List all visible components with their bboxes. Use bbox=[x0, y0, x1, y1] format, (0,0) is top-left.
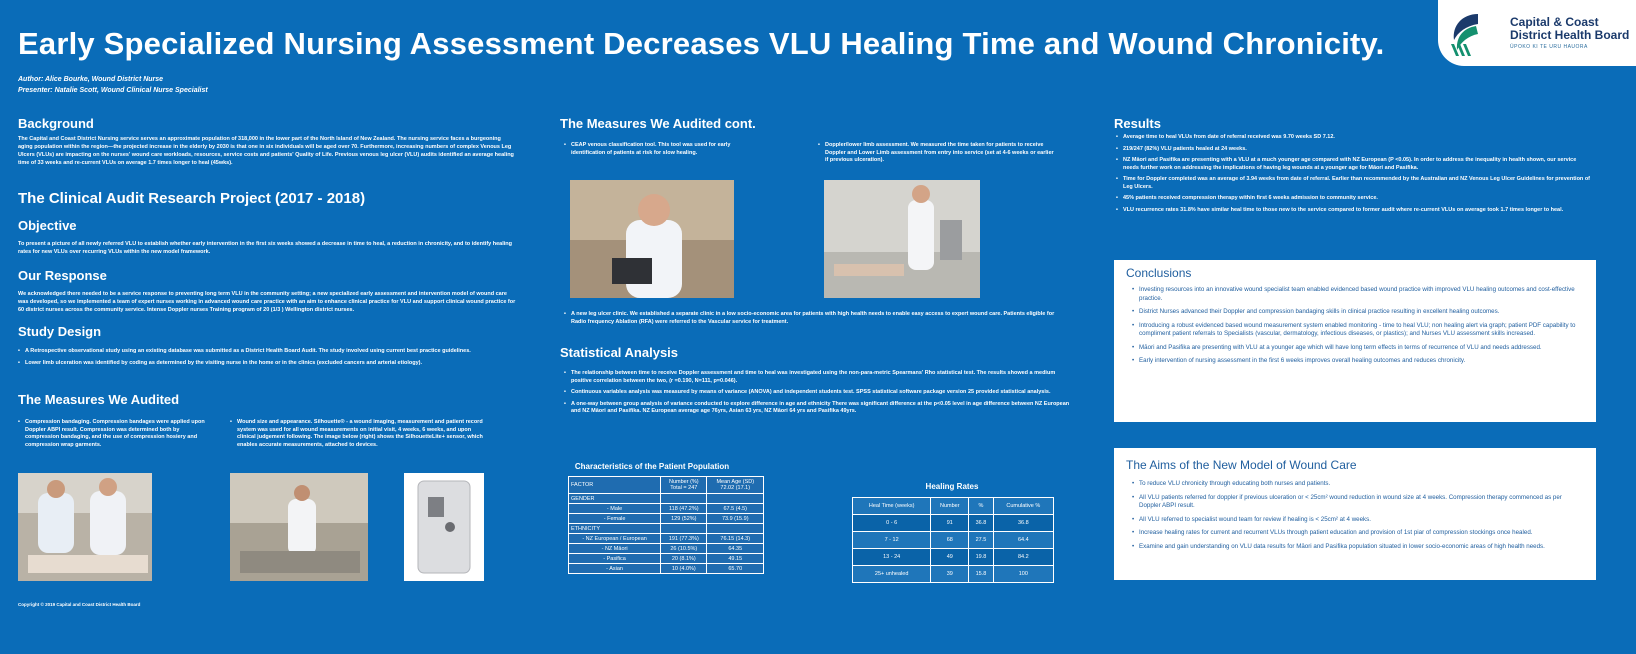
table-cell: 64.35 bbox=[707, 544, 764, 554]
table-header-cell: % bbox=[969, 498, 993, 515]
table-header-cell: Number bbox=[931, 498, 969, 515]
measures-cont-heading: The Measures We Audited cont. bbox=[560, 116, 756, 131]
list-item: • Examine and gain understanding on VLU data results for Māori and Pasifika population situated in lower socio-economic areas of high health needs. bbox=[1132, 543, 1582, 552]
table-cell bbox=[661, 524, 707, 534]
stats-heading: Statistical Analysis bbox=[560, 345, 679, 360]
poster-title: Early Specialized Nursing Assessment Decreases VLU Healing Time and Wound Chronicity. bbox=[18, 26, 1385, 61]
table-cell: 27.5 bbox=[969, 532, 993, 549]
table-cell: 13 - 24 bbox=[853, 549, 931, 566]
logo bbox=[1438, 0, 1636, 66]
table-cell: 84.2 bbox=[993, 549, 1053, 566]
list-item: • CEAP venous classification tool. This tool was used for early identification of patients at risk for slow healing. bbox=[564, 142, 764, 157]
table-header-cell: FACTOR bbox=[569, 477, 661, 494]
table-cell: 91 bbox=[931, 515, 969, 532]
list-item: • 45% patients received compression therapy within first 6 weeks admission to community service. bbox=[1116, 195, 1590, 203]
response-heading: Our Response bbox=[18, 268, 107, 283]
table-cell: - Female bbox=[569, 514, 661, 524]
healing-table bbox=[852, 497, 1054, 583]
table-cell: ETHNICITY bbox=[569, 524, 661, 534]
measures-col2 bbox=[230, 419, 490, 453]
objective-text: To present a picture of all newly referred VLU to establish whether early intervention in the first six weeks showed a decrease in time to heal, a reduction in chronicity, and to identify healing rates for new VLUs over recurring VLUs within the new model framework. bbox=[18, 241, 512, 255]
list-item: • Continuous variables analysis was measured by means of variance (ANOVA) and independent students test. SPSS statistical software package version 25 provided statistical analysis. bbox=[564, 389, 1074, 397]
presenter-line: Presenter: Natalie Scott, Wound Clinical Nurse Specialist bbox=[18, 87, 208, 94]
authors bbox=[18, 74, 208, 96]
stats-list bbox=[564, 370, 1074, 420]
list-item: • Lower limb ulceration was identified by coding as determined by the visiting nurse in the home or in the clinics (excluded cancers and arterial etiology). bbox=[18, 360, 516, 368]
aims-box bbox=[1114, 448, 1596, 580]
conclusions-box bbox=[1114, 260, 1596, 422]
healing-caption: Healing Rates bbox=[925, 482, 979, 491]
study-design-heading: Study Design bbox=[18, 324, 102, 339]
table-cell: 15.8 bbox=[969, 566, 993, 583]
background-heading: Background bbox=[18, 116, 94, 131]
list-item: • All VLU patients referred for doppler if previous ulceration or < 25cm² wound reduction in wound size at 4 weeks. Compression therapy commenced as per Doppler ABPI result. bbox=[1132, 494, 1582, 511]
table-cell: GENDER bbox=[569, 494, 661, 504]
conclusions-heading: Conclusions bbox=[1126, 266, 1192, 280]
copyright: Copyright © 2019 Capital and Coast District Health Board bbox=[18, 602, 141, 607]
table-cell: 118 (47.2%) bbox=[661, 504, 707, 514]
table-cell: 68 bbox=[931, 532, 969, 549]
objective-heading: Objective bbox=[18, 218, 77, 233]
table-header-row bbox=[569, 477, 764, 494]
table-cell: 129 (52%) bbox=[661, 514, 707, 524]
study-design-list bbox=[18, 348, 516, 371]
results-heading: Results bbox=[1114, 116, 1161, 131]
table-header-cell: Mean Age (SD) 72.02 (17.1) bbox=[707, 477, 764, 494]
table-cell: 26 (10.5%) bbox=[661, 544, 707, 554]
background-text: The Capital and Coast District Nursing service serves an approximate population of 318,000 in the lower part of the North Island of New Zealand. The nursing service faces a burgeoning aging population within the region—the projected increase in the elderly by 2030 is that one in six individuals will be aged over 70. Furthermore, increasing numbers of complex Venous Leg Ulcers (VLUs) are impacting on the nurses' wound care workloads, resources, service costs and patients' Quality of Life. Previous venous leg ulcer (VLU) audits identified an average healing time of 33 weeks and re-current VLUs on average 1.7 times longer to heal (45wks). bbox=[18, 136, 514, 166]
table-cell: 10 (4.0%) bbox=[661, 564, 707, 574]
table-row bbox=[569, 544, 764, 554]
list-item: • All VLU referred to specialist wound team for review if healing is < 25cm² at 4 weeks. bbox=[1132, 516, 1582, 525]
conclusions-list bbox=[1132, 286, 1582, 371]
table-cell: 39 bbox=[931, 566, 969, 583]
table-cell bbox=[707, 524, 764, 534]
clinic-item bbox=[564, 311, 1064, 330]
table-cell bbox=[707, 494, 764, 504]
table-cell: - Male bbox=[569, 504, 661, 514]
table-cell: 36.8 bbox=[969, 515, 993, 532]
table-row bbox=[853, 515, 1054, 532]
table-cell: 73.9 (15.9) bbox=[707, 514, 764, 524]
table-row bbox=[569, 524, 764, 534]
list-item: • Increase healing rates for current and recurrent VLUs through patient education and provision of 1st piar of compression stockings once healed. bbox=[1132, 529, 1582, 538]
photo-nurse-tablet bbox=[570, 180, 734, 298]
table-cell: 7 - 12 bbox=[853, 532, 931, 549]
characteristics-table bbox=[568, 476, 764, 574]
list-item: • District Nurses advanced their Doppler and compression bandaging skills in clinical practice resulting in excellent healing outcomes. bbox=[1132, 308, 1582, 317]
list-item: • 219/247 (82%) VLU patients healed at 24 weeks. bbox=[1116, 146, 1590, 154]
list-item: • A Retrospective observational study using an existing database was submitted as a District Health Board Audit. The study involved using current best practice guidelines. bbox=[18, 348, 516, 356]
table-header-cell: Heal Time (weeks) bbox=[853, 498, 931, 515]
measures-heading: The Measures We Audited bbox=[18, 392, 180, 407]
table-cell: 19.8 bbox=[969, 549, 993, 566]
aims-list bbox=[1132, 480, 1582, 556]
list-item: • Average time to heal VLUs from date of referral received was 9.70 weeks SD 7.12. bbox=[1116, 134, 1590, 142]
measures-cont-col2 bbox=[818, 142, 1058, 169]
logo-mark-icon bbox=[1448, 10, 1482, 56]
table-cell: 100 bbox=[993, 566, 1053, 583]
measures-col1 bbox=[18, 419, 208, 453]
logo-line1: Capital & Coast bbox=[1510, 15, 1599, 29]
table-cell: 0 - 6 bbox=[853, 515, 931, 532]
list-item: • Investing resources into an innovative wound specialist team enabled evidenced based wound practice with improved VLU healing outcomes and cost-effective practice. bbox=[1132, 286, 1582, 303]
logo-line2: District Health Board bbox=[1510, 28, 1630, 42]
list-item: • A new leg ulcer clinic. We established a separate clinic in a low socio-economic area for patients with high health needs to enable easy access to expert wound care. Patients eligible for Radio frequency Ablation (RFA) were referred to the Vascular service for treatment. bbox=[564, 311, 1064, 326]
photo-measurement bbox=[230, 473, 368, 581]
table-cell: 49 bbox=[931, 549, 969, 566]
list-item: • Early intervention of nursing assessment in the first 6 weeks improves overall healing outcomes and reduces chronicity. bbox=[1132, 357, 1582, 366]
table-cell bbox=[661, 494, 707, 504]
table-cell: 25+ unhealed bbox=[853, 566, 931, 583]
table-row bbox=[853, 532, 1054, 549]
project-heading: The Clinical Audit Research Project (2017 - 2018) bbox=[18, 190, 366, 207]
table-row bbox=[569, 504, 764, 514]
list-item: • Time for Doppler completed was an average of 3.94 weeks from date of referral. Earlier than recommended by the Australian and NZ Venous Leg Ulcer Guidelines for prevention of Leg Ulcers. bbox=[1116, 176, 1590, 191]
logo-text bbox=[1510, 16, 1629, 42]
table-cell: - Asian bbox=[569, 564, 661, 574]
list-item: • The relationship between time to receive Doppler assessment and time to heal was investigated using the non-para-metric Spearmans' Rho statistical test. The results showed a medium positive correlation between the two, (r =0.190, N=111, p=0.046). bbox=[564, 370, 1074, 385]
list-item: • A one-way between group analysis of variance conducted to explore difference in age and ethnicity There was significant difference at the p<0.05 level in age difference between NZ European and NZ Māori and Pasifika. NZ European average age 76yrs, Asian 63 yrs, NZ Māori 64 yrs and Pasifika 49yrs. bbox=[564, 401, 1074, 416]
table-row bbox=[853, 549, 1054, 566]
photo-doppler bbox=[824, 180, 980, 298]
photo-sensor-device bbox=[404, 473, 484, 581]
table-cell: 76.15 (14.3) bbox=[707, 534, 764, 544]
table-cell: - NZ Māori bbox=[569, 544, 661, 554]
response-text: We acknowledged there needed to be a service response to preventing long term VLU in the community setting; a new specialized early assessment and intervention model of wound care was developed, so we implemented a team of expert nurses working in advanced wound care practice with an aim to enhance clinical practice for VLU and support clinical wound practice for 60 district nurses across the community service. Intense Doppler nurses Training program of 20 (1/3 ) Wellington district nurses. bbox=[18, 291, 516, 313]
list-item: • Wound size and appearance. Silhouette® - a wound imaging, measurement and patient record system was used for all wound measurements on initial visit, 4 weeks, 6 weeks, and upon clinical judgement following. The image below (right) shows the SilhouetteLite+ sensor, which enables accurate measurements, attached to devices. bbox=[230, 419, 490, 449]
table-cell: 65.70 bbox=[707, 564, 764, 574]
table-cell: - Pasifica bbox=[569, 554, 661, 564]
aims-heading: The Aims of the New Model of Wound Care bbox=[1126, 458, 1357, 472]
table-row bbox=[569, 494, 764, 504]
list-item: • Māori and Pasifika are presenting with VLU at a younger age which will have long term effects in terms of recurrence of VLU and needs addressed. bbox=[1132, 344, 1582, 353]
table-row bbox=[569, 534, 764, 544]
characteristics-caption: Characteristics of the Patient Population bbox=[574, 462, 730, 471]
table-cell: 49.15 bbox=[707, 554, 764, 564]
list-item: • To reduce VLU chronicity through educating both nurses and patients. bbox=[1132, 480, 1582, 489]
list-item: • VLU recurrence rates 31.8% have similar heal time to those new to the service compared to former audit where re-current VLUs on average took 1.7 times longer to heal. bbox=[1116, 207, 1590, 215]
table-row bbox=[569, 514, 764, 524]
table-header-cell: Number (%) Total = 247 bbox=[661, 477, 707, 494]
table-row bbox=[569, 564, 764, 574]
table-cell: 64.4 bbox=[993, 532, 1053, 549]
table-cell: 191 (77.3%) bbox=[661, 534, 707, 544]
table-row bbox=[569, 554, 764, 564]
results-list bbox=[1116, 134, 1590, 218]
measures-cont-col1 bbox=[564, 142, 764, 161]
photo-bandaging bbox=[18, 473, 152, 581]
list-item: • Doppler/lower limb assessment. We measured the time taken for patients to receive Doppler and Lower Limb assessment from entry into service (set at 4-6 weeks or earlier if previous ulceration). bbox=[818, 142, 1058, 165]
list-item: • Introducing a robust evidenced based wound measurement system enabled monitoring - time to heal VLU; non healing alert via graph; patient PDF capability to compliment patient referrals to Specialists (vascular, dermatology, infectious diseases, or plastics); and Nurses VLU assessment skills increased. bbox=[1132, 322, 1582, 339]
author-line: Author: Alice Bourke, Wound District Nurse bbox=[18, 76, 164, 83]
table-cell: 67.5 (4.5) bbox=[707, 504, 764, 514]
table-header-cell: Cumulative % bbox=[993, 498, 1053, 515]
table-header-row bbox=[853, 498, 1054, 515]
table-row bbox=[853, 566, 1054, 583]
list-item: • NZ Māori and Pasifika are presenting with a VLU at a much younger age compared with NZ European (P <0.05). In order to address the inequality in health shown, our service needs further work on addressing the implications of having leg wounds at a younger age for Māori and Pasifika. bbox=[1116, 157, 1590, 172]
list-item: • Compression bandaging. Compression bandages were applied upon Doppler ABPI result. Compression was determined both by compression bandaging, and the use of compression hosiery and compression wrap garments. bbox=[18, 419, 208, 449]
table-cell: 20 (8.1%) bbox=[661, 554, 707, 564]
table-cell: - NZ European / European bbox=[569, 534, 661, 544]
logo-subtitle: ŪPOKO KI TE URU HAUORA bbox=[1510, 44, 1588, 50]
table-cell: 36.8 bbox=[993, 515, 1053, 532]
